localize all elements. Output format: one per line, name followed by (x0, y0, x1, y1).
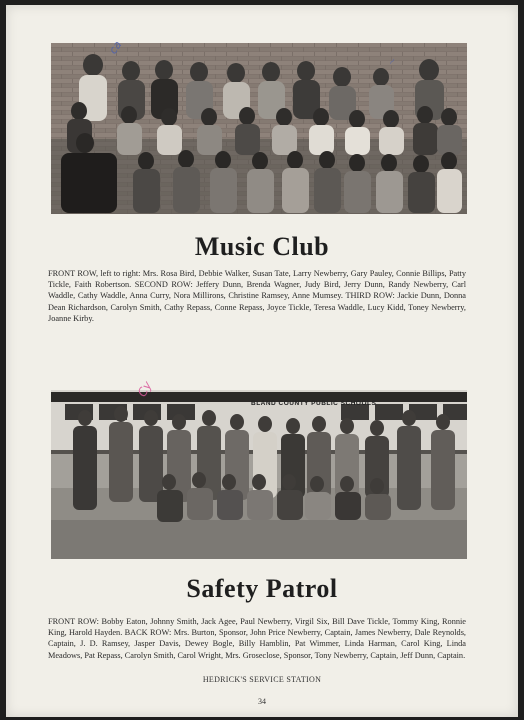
signature-scribble-1: ca (106, 38, 125, 57)
sponsor-line: HEDRICK'S SERVICE STATION (202, 675, 322, 684)
music-club-title: Music Club (194, 232, 330, 261)
safety-patrol-caption: FRONT ROW: Bobby Eaton, Johnny Smith, Jack Agee, Paul Newberry, Virgil Six, Bill Dave Tickle, Tommy King, Ronnie King, Harold Hayden. BACK ROW: Mrs. Burton, Sponsor, John Price Newberry, Captain, James Newberry, Dale Reynolds, Captain, J. D. Ramsey, Jasper Davis, Dewey Bogle, Billy Hamblin, Pat Wimmer, Linda Harman, Carol King, Linda Meadows, Pat Repass, Carolyn Smith, Carol Wright, Mrs. Groseclose, Sponsor, Tony Newberry, Captain, Jeff Dunn, Captain. (48, 617, 466, 660)
signature-scribble-3: Cy (134, 378, 155, 400)
safety-patrol-title: Safety Patrol (186, 574, 338, 603)
page-number: 34 (258, 697, 266, 706)
signature-scribble-2: ~ (386, 55, 400, 69)
yearbook-page (6, 5, 518, 717)
music-club-caption: FRONT ROW, left to right: Mrs. Rosa Bird, Debbie Walker, Susan Tate, Larry Newberry, Gary Pauley, Connie Billips, Patty Tickle, Faith Robertson. SECOND ROW: Jeffery Dunn, Brenda Wagner, Judy Bird, Jerry Dunn, Randy Newberry, Carl Waddle, Cathy Waddle, Anna Curry, Nora Millirons, Christine Ramsey, Anne Mumsey. THIRD ROW: Jackie Dunn, Donna Dean Richardson, Carolyn Smith, Cathy Repass, Conne Repass, Joyce Tickle, Teresa Waddle, Lucy Kidd, Toney Newberry, Joanne Kirby. (48, 269, 466, 323)
safety-patrol-photo (51, 378, 467, 559)
music-club-photo (51, 38, 467, 214)
bus-lettering: BLAND COUNTY PUBLIC SCHOOLS (251, 400, 377, 407)
